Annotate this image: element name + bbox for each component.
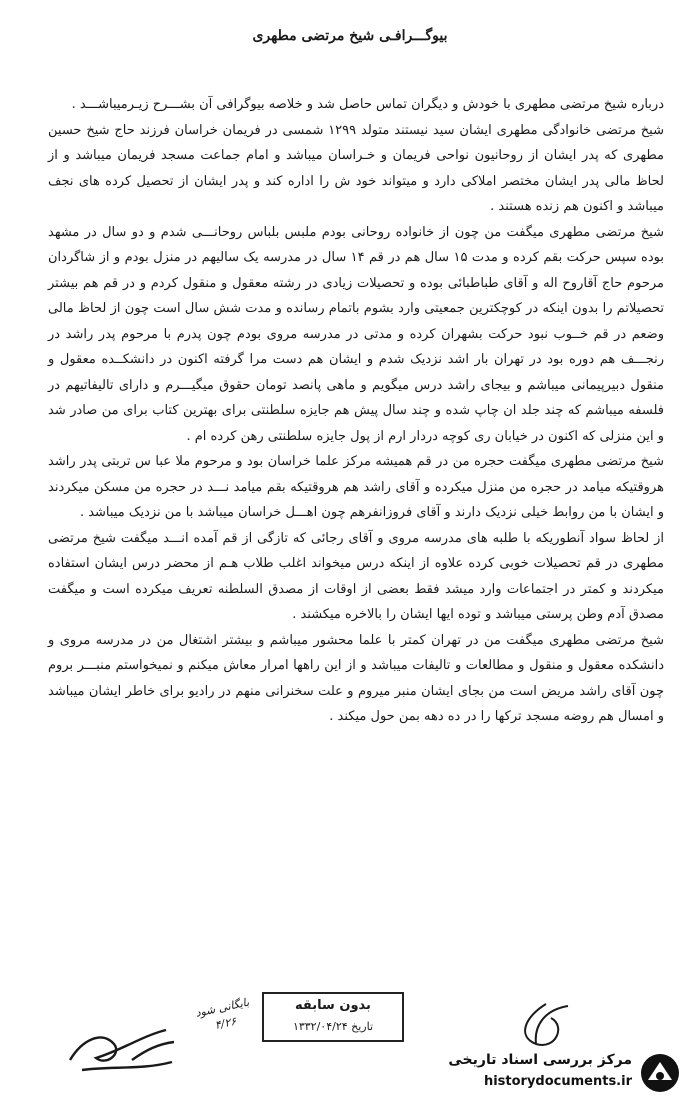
- archive-watermark: [420, 1050, 690, 1096]
- archive-logo-icon: [638, 1052, 682, 1094]
- paragraph-literacy: از لحاظ سواد آنطوریکه با طلبه های مدرسه مروی و آقای رجائی که تازگی از قم آمده انـــد میگفت شیخ مرتضی مطهری در قم تحصیلات خوبی کرده علاوه از اینکه درس میخواند اغلب طلاب هـم از محضر درس ایشان استفاده میکردند و کمتر در اجتماعات وارد میشد فقط بعضی از اوقات از مصدق السلطنه تعریف میکرده است و میگفت مصدق آدم وطن پرستی میباشد و توده ایها ایشان را بالاخره میکشند .: [48, 530, 664, 622]
- watermark-url: historydocuments.ir: [483, 1074, 632, 1089]
- paragraph-intro: درباره شیخ مرتضی مطهری با خودش و دیگران تماس حاصل شد و خلاصه بیوگرافی آن بشـــرح زیـرمیباشـــد .: [71, 97, 664, 112]
- handwritten-note-line2: ۴/۲۶: [213, 1014, 238, 1032]
- stamp-title: بدون سابقه: [295, 998, 371, 1013]
- paragraph-education: شیخ مرتضی مطهری میگفت من چون از خانواده روحانی بودم ملبس بلباس روحانـــی شدم و دو سال در مشهد بوده سپس حرکت بقم کرده و مدت ۱۵ سال هم در قم ۱۴ سال در مدرسه یک سالیهم در منزل بودم و از شاگردان مرحوم حاج آقاروح اله و آقای طباطبائی بوده و تحصیلات زیادی در رشته معقول و منقول کردم و در قم هم بیشتر تحصیلاتم را بدون اینکه در کوچکترین جمعیتی وارد بشوم باتمام رسانده و مدت شش سال است چون از لحاظ مالی وضعم در قم خــوب نبود حرکت بشهران کرده و مدتی در مدرسه مروی بودم چون پدرم با مرحوم پدر راشد در رنجـــف هم دوره بود در تهران بار اشد نزدیک شدم و ایشان هم دست مرا گرفته اکنون در دانشکــده معقول و منقول دبیرپیمانی میباشم و بیجای راشد درس میگویم و ماهی پانصد تومان حقوق میگیـــرم و دارای تالیفاتیهم در فلسفه میباشم که چند جلد ان چاپ شده و چند سال پیش هم جایزه سلطنتی برای بهترین کتاب برای من صادر شد و این منزلی که اکنون در خیابان ری کوچه دردار ارم از پول جایزه سلطنتی رهن کرده ام .: [48, 224, 664, 444]
- paragraph-family: شیخ مرتضی خانوادگی مطهری ایشان سید نیستند متولد ۱۲۹۹ شمسی در فریمان خراسان فرزند حاج شیخ حسین مطهری که پدر ایشان از روحانیون نواحی فریمان و خـراسان میباشد و امام جماعت مسجد فریمان میباشد و از لحاظ مالی پدر ایشان مختصر املاکی دارد و میتواند خود ش را اداره کند و پدر ایشان از تحصیل کرده های نجف میباشد و اکنون هم زنده هستند .: [48, 122, 664, 214]
- signature-left-icon: [62, 1000, 182, 1080]
- paragraph-tehran: شیخ مرتضی مطهری میگفت من در تهران کمتر با علما محشور میباشم و بیشتر اشتغال من در مدرسه مروی و دانشکده معقول و منقول و مطالعات و تالیفات میباشد و از این راهها امرار معاش میکنم و نمیخواستم منبـــر بروم چون آقای راشد مریض است من بجای ایشان منبر میروم و علت سخنرانی منهم در رادیو برای خاطر ایشان میباشد و امسال هم روضه مسجد ترکها را در ده دهه بمن حول میکند .: [48, 632, 664, 724]
- handwritten-note-line1: بایگانی شود: [194, 995, 251, 1020]
- watermark-name: مرکز بررسی اسناد تاریخی: [448, 1052, 632, 1068]
- paragraph-hojreh: شیخ مرتضی مطهری میگفت حجره من در قم همیشه مرکز علما خراسان بود و مرحوم ملا عبا س تربتی پدر راشد هروقتیکه میامد در حجره من منزل میکرده و آقای راشد هم هروقتیکه بقم میامد نـــد در حجره من مسکن میکردند و ایشان با من روابط خیلی نزدیک دارند و آقای فروزانفرهم چون اهـــل خراسان میباشد با من نزدیک میباشد .: [48, 454, 664, 520]
- document-title: بیوگـــرافـی شیخ مرتضی مطهری: [252, 28, 448, 44]
- stamp-date: تاریخ ۱۳۳۲/۰۴/۲۴: [292, 1020, 374, 1033]
- record-stamp: [262, 992, 404, 1042]
- document-body: [48, 92, 664, 730]
- signature-right-icon: [506, 996, 576, 1056]
- handwritten-note: [191, 994, 256, 1038]
